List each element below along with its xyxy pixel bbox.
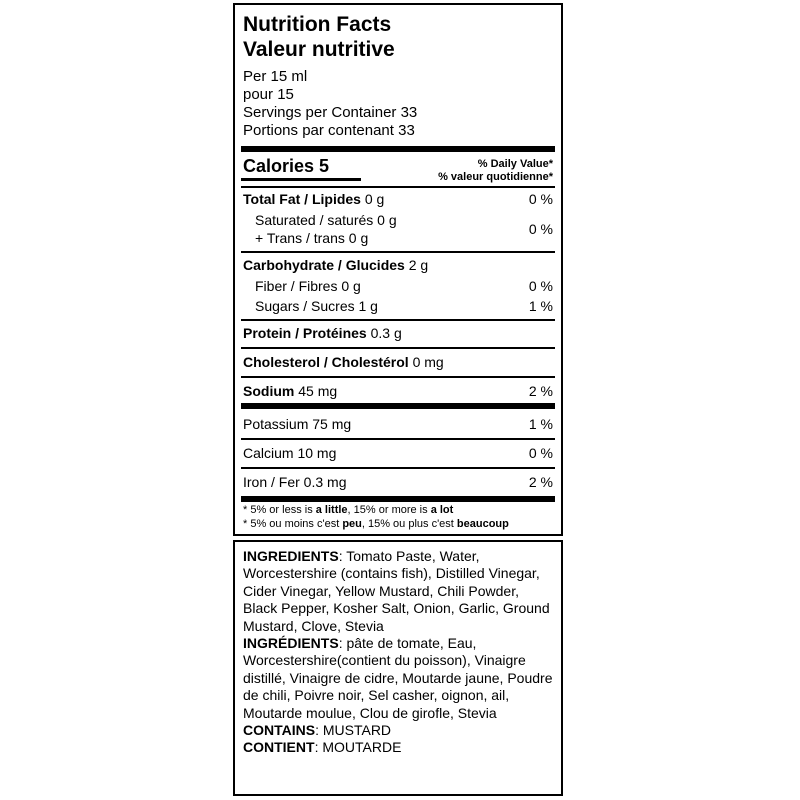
sodium-dv: 2 % (528, 383, 553, 399)
total-fat-row (243, 191, 384, 208)
serving-size-en: Per 15 ml (243, 68, 308, 85)
protein-label: Protein / Protéines (243, 325, 367, 341)
daily-value-en: % Daily Value* (477, 158, 553, 170)
ingredients-en-label: INGREDIENTS (243, 548, 339, 564)
calories-underline (241, 178, 361, 181)
total-fat-label: Total Fat / Lipides (243, 191, 361, 207)
ingredients-text-block (243, 548, 555, 757)
calcium-dv: 0 % (528, 445, 553, 461)
protein-amount: 0.3 g (370, 325, 402, 341)
cholesterol-row (243, 354, 444, 371)
title-fr: Valeur nutritive (243, 38, 395, 61)
sodium-label: Sodium (243, 383, 295, 399)
potassium-dv: 1 % (528, 416, 553, 432)
contains-fr-label: CONTIENT (243, 739, 315, 756)
thick-rule (241, 403, 555, 409)
footnote-en (243, 503, 453, 517)
footnote-bold: a little (315, 504, 348, 516)
carbohydrate-label: Carbohydrate / Glucides (243, 257, 405, 273)
thick-rule (241, 496, 555, 502)
rule (241, 319, 555, 321)
contains-en-label: CONTAINS (243, 722, 316, 739)
footnote-text: * 5% ou moins c'est (243, 518, 343, 530)
servings-per-container-en: Servings per Container 33 (243, 104, 418, 121)
ingredients-fr-label: INGRÉDIENTS (243, 635, 339, 652)
ingredients-fr-text: : pâte de tomate, Eau, Worcestershire(contient du poisson), Vinaigre distillé, Vinaigre de cidre, Moutarde jaune, Poudre de chili, Poivre noir, Sel casher, oignon, ail, Moutarde moulue, Clou de girofle, Stevia (243, 635, 553, 721)
sat-trans-dv: 0 % (528, 221, 553, 237)
contains-en (243, 722, 555, 739)
ingredients-en-text: : Tomato Paste, Water, Worcestershire (contains fish), Distilled Vinegar, Cider Vinegar, Yellow Mustard, Chili Powder, Black Pepper, Kosher Salt, Onion, Garlic, Ground Mustard, Clove, Stevia (243, 548, 550, 634)
rule (241, 347, 555, 349)
cholesterol-label: Cholesterol / Cholestérol (243, 354, 409, 370)
total-fat-amount: 0 g (364, 191, 385, 207)
servings-per-container-fr: Portions par contenant 33 (243, 122, 415, 139)
footnote-bold: beaucoup (456, 518, 509, 530)
rule (241, 438, 555, 440)
footnote-text: , 15% or more is (347, 504, 431, 516)
fiber-dv: 0 % (528, 278, 553, 294)
saturated-fat: Saturated / saturés 0 g (255, 212, 397, 228)
ingredients-panel (233, 540, 563, 796)
footnote-bold: a lot (430, 504, 454, 516)
carbohydrate-row (243, 257, 428, 274)
cholesterol-amount: 0 mg (412, 354, 444, 370)
potassium: Potassium 75 mg (243, 416, 352, 432)
carbohydrate-amount: 2 g (408, 257, 429, 273)
footnote-fr (243, 517, 509, 531)
calories: Calories 5 (243, 156, 330, 176)
title-en: Nutrition Facts (243, 13, 392, 36)
iron-dv: 2 % (528, 474, 553, 490)
fiber: Fiber / Fibres 0 g (255, 278, 361, 294)
footnote-text: * 5% or less is (243, 504, 316, 516)
rule (241, 186, 555, 188)
contains-fr (243, 739, 555, 756)
trans-fat: + Trans / trans 0 g (255, 230, 369, 246)
footnote-bold: peu (342, 518, 362, 530)
contains-en-text: : MUSTARD (315, 722, 392, 739)
sugars-dv: 1 % (528, 298, 553, 314)
sugars: Sugars / Sucres 1 g (255, 298, 378, 314)
rule (241, 376, 555, 378)
nutrition-facts-panel (233, 3, 563, 536)
total-fat-dv: 0 % (528, 191, 553, 207)
sodium-row (243, 383, 337, 400)
ingredients-fr (243, 635, 555, 722)
sodium-amount: 45 mg (298, 383, 338, 399)
ingredients-en (243, 548, 555, 635)
calcium: Calcium 10 mg (243, 445, 337, 461)
iron: Iron / Fer 0.3 mg (243, 474, 347, 490)
thick-rule (241, 146, 555, 152)
rule (241, 251, 555, 253)
footnote-text: , 15% ou plus c'est (361, 518, 457, 530)
daily-value-fr: % valeur quotidienne* (438, 171, 553, 183)
rule (241, 467, 555, 469)
serving-size-fr: pour 15 (243, 86, 294, 103)
protein-row (243, 325, 402, 342)
contains-fr-text: : MOUTARDE (314, 739, 402, 756)
